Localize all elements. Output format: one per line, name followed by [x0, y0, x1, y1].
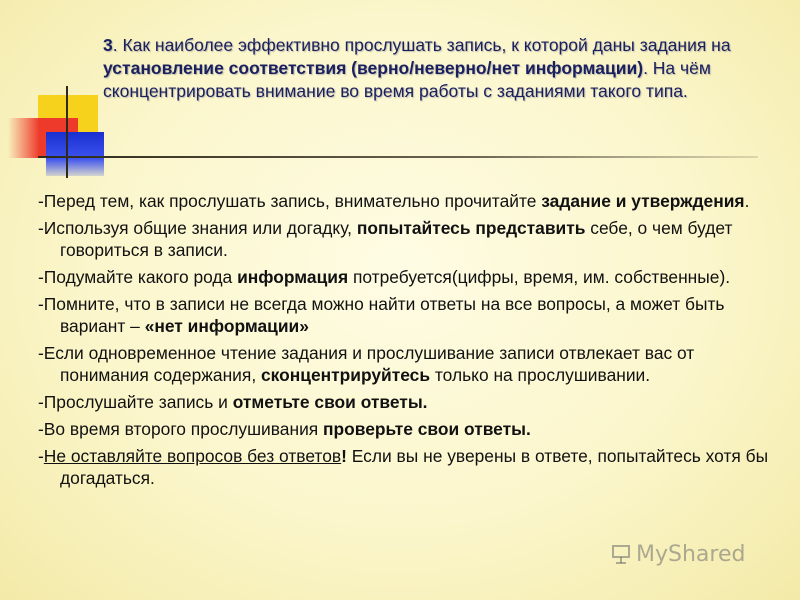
slide-title — [103, 34, 773, 103]
list-item — [38, 217, 778, 261]
item-bold-text: отметьте свои ответы. — [232, 392, 428, 412]
list-item — [38, 266, 778, 288]
item-text: -Используя общие знания или догадку, — [38, 218, 357, 238]
item-bold-text: задание и утверждения — [541, 191, 745, 211]
list-item — [38, 342, 778, 386]
item-bold-text: проверьте свои ответы. — [323, 419, 531, 439]
list-item — [38, 418, 778, 440]
slide-body — [38, 190, 778, 494]
list-item — [38, 293, 778, 337]
decor-blue-square — [46, 132, 104, 176]
item-text: Если вы не уверены в ответе, попытайтесь хотя бы догадаться. — [60, 446, 769, 488]
title-text-2: . На чём сконцентрировать внимание во время работы с заданиями такого типа. — [103, 58, 711, 101]
watermark — [610, 541, 745, 567]
title-number: 3 — [103, 35, 113, 55]
item-text: -Если одновременное чтение задания и прослушивание записи отвлекает вас от понимания содержания, — [38, 343, 695, 385]
item-bold-text: «нет информации» — [144, 316, 309, 336]
item-text: -Прослушайте запись и — [38, 392, 233, 412]
item-text: -Помните, что в записи не всегда можно найти ответы на все вопросы, а может быть вариант – — [38, 294, 725, 336]
item-text: -Перед тем, как прослушать запись, внимательно прочитайте — [38, 191, 542, 211]
item-bold-text: попытайтесь представить — [356, 218, 586, 238]
title-bold-text: установление соответствия (верно/неверно/нет информации) — [103, 58, 644, 78]
item-bold-text: информация — [237, 267, 349, 287]
item-text: потребуется(цифры, время, им. собственные). — [348, 267, 731, 287]
item-text: только на прослушивании. — [430, 365, 651, 385]
item-bold-text: сконцентрируйтесь — [260, 365, 431, 385]
list-item — [38, 190, 778, 212]
presentation-board-icon — [610, 543, 632, 565]
list-item — [38, 391, 778, 413]
item-underlined-text: Не оставляйте вопросов без ответов — [43, 446, 342, 466]
item-text: себе, о чем будет говориться в записи. — [60, 218, 733, 260]
decor-vertical-line — [66, 86, 68, 178]
item-dash: - — [38, 446, 44, 466]
list-item-last — [38, 445, 778, 489]
item-text: . — [744, 191, 750, 211]
watermark-text: MyShared — [636, 541, 746, 567]
item-exclamation: ! — [341, 446, 347, 466]
title-divider-line — [38, 156, 758, 158]
title-text-1: . Как наиболее эффективно прослушать запись, к которой даны задания на — [112, 35, 731, 55]
item-text: -Во время второго прослушивания — [38, 419, 324, 439]
item-text: -Подумайте какого рода — [38, 267, 238, 287]
